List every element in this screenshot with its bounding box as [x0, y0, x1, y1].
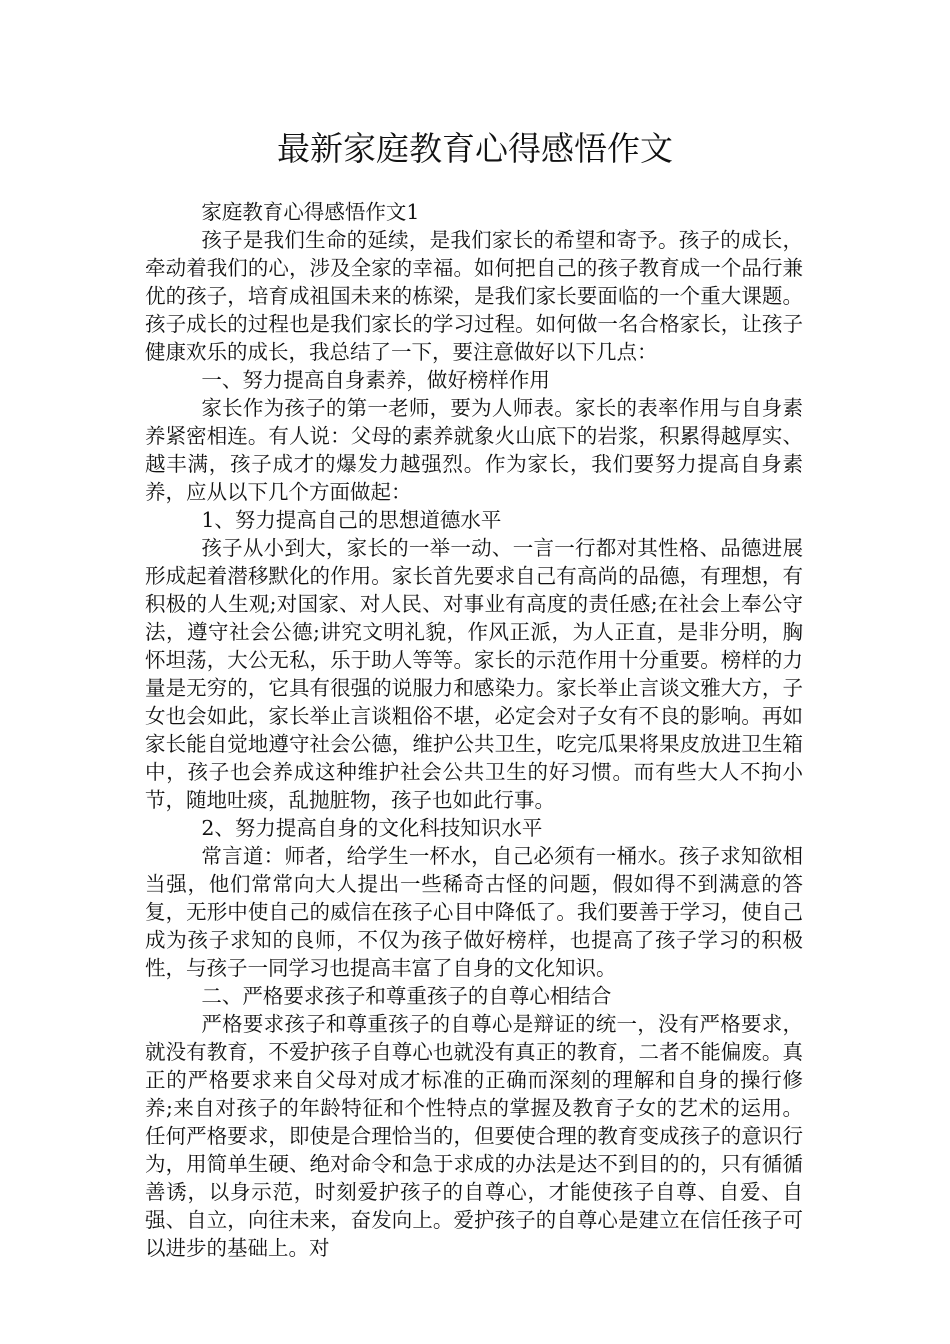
body-paragraph: 家长作为孩子的第一老师，要为人师表。家长的表率作用与自身素养紧密相连。有人说：父母的素养就象火山底下的岩浆，积累得越厚实、越丰满，孩子成才的爆发力越强烈。作为家长，我们要努力提高自身素养，应从以下几个方面做起： [145, 396, 803, 504]
subsection-heading: 1、努力提高自己的思想道德水平 [201, 508, 502, 532]
section-heading: 一、努力提高自身素养，做好榜样作用 [201, 368, 550, 392]
body-paragraph: 严格要求孩子和尊重孩子的自尊心是辩证的统一，没有严格要求，就没有教育，不爱护孩子自尊心也就没有真正的教育，二者不能偏废。真正的严格要求来自父母对成才标准的正确而深刻的理解和自身的操行修养;来自对孩子的年龄特征和个性特点的掌握及教育子女的艺术的运用。任何严格要求，即使是合理恰当的，但要使合理的教育变成孩子的意识行为，用简单生硬、绝对命令和急于求成的办法是达不到目的的，只有循循善诱，以身示范，时刻爱护孩子的自尊心，才能使孩子自尊、自爱、自强、自立，向往未来，奋发向上。爱护孩子的自尊心是建立在信任孩子可以进步的基础上。对 [145, 1012, 803, 1260]
body-paragraph: 孩子从小到大，家长的一举一动、一言一行都对其性格、品德进展形成起着潜移默化的作用。家长首先要求自己有高尚的品德，有理想，有积极的人生观;对国家、对人民、对事业有高度的责任感;在社会上奉公守法，遵守社会公德;讲究文明礼貌，作风正派，为人正直，是非分明，胸怀坦荡，大公无私，乐于助人等等。家长的示范作用十分重要。榜样的力量是无穷的，它具有很强的说服力和感染力。家长举止言谈文雅大方，子女也会如此，家长举止言谈粗俗不堪，必定会对子女有不良的影响。再如家长能自觉地遵守社会公德，维护公共卫生，吃完瓜果将果皮放进卫生箱中，孩子也会养成这种维护社会公共卫生的好习惯。而有些大人不拘小节，随地吐痰，乱抛脏物，孩子也如此行事。 [145, 536, 803, 812]
document-body [145, 198, 803, 1262]
document-title: 最新家庭教育心得感悟作文 [277, 129, 673, 168]
section-heading: 二、严格要求孩子和尊重孩子的自尊心相结合 [201, 984, 612, 1008]
body-paragraph: 孩子是我们生命的延续，是我们家长的希望和寄予。孩子的成长，牵动着我们的心，涉及全家的幸福。如何把自己的孩子教育成一个品行兼优的孩子，培育成祖国未来的栋梁，是我们家长要面临的一个重大课题。孩子成长的过程也是我们家长的学习过程。如何做一名合格家长，让孩子健康欢乐的成长，我总结了一下，要注意做好以下几点： [145, 228, 803, 364]
body-paragraph: 常言道：师者，给学生一杯水，自己必须有一桶水。孩子求知欲相当强，他们常常向大人提出一些稀奇古怪的问题，假如得不到满意的答复，无形中使自己的威信在孩子心目中降低了。我们要善于学习，使自己成为孩子求知的良师，不仅为孩子做好榜样，也提高了孩子学习的积极性，与孩子一同学习也提高丰富了自身的文化知识。 [145, 844, 803, 980]
subsection-heading: 2、努力提高自身的文化科技知识水平 [201, 816, 543, 840]
subtitle-heading: 家庭教育心得感悟作文1 [201, 200, 420, 224]
